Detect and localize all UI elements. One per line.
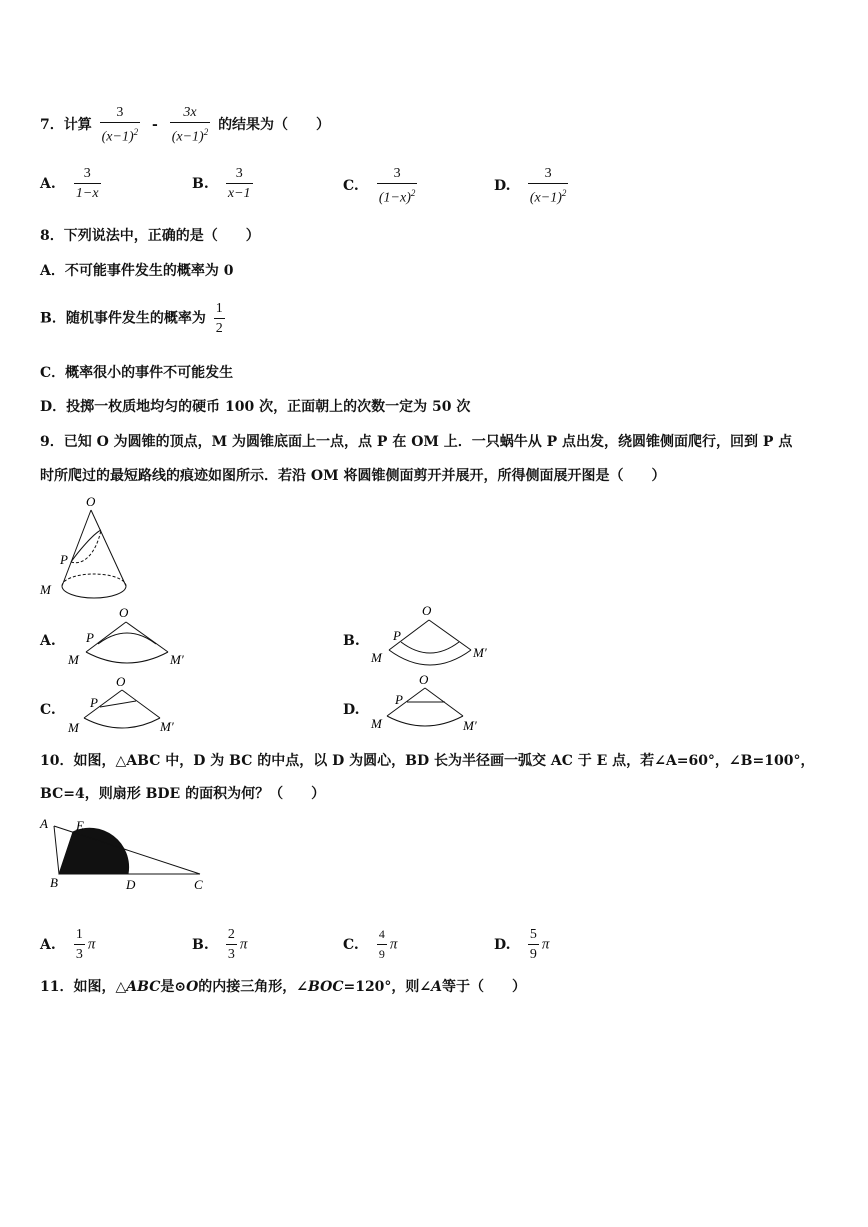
q9-stem-line2: 时所爬过的最短路线的痕迹如图所示．若沿 OM 将圆锥侧面剪开并展开，所得侧面展开图是（ ） [40,468,666,484]
svg-text:M′: M′ [170,652,184,667]
q7-f1-denominator: $(x-1)^2$ [100,122,141,146]
svg-text:P: P [86,630,94,645]
q9-cone-figure [38,492,138,602]
q9-option-d-figure [367,672,497,732]
svg-text:C: C [194,877,203,892]
q9-option-c-figure [64,674,194,734]
svg-text:O: O [422,603,432,618]
svg-text:M′: M′ [473,645,487,660]
q11-stem: 11．如图，△ABC是⊙O的内接三角形，∠BOC=120°，则∠A等于（ ） [40,979,527,995]
q10-stem-line1: 10．如图，△ABC 中，D 为 BC 的中点，以 D 为圆心，BD 长为半径画一弧交 AC 于 E 点，若∠A=60°，∠B=100°， [40,753,815,769]
q7-minus: - [152,116,158,133]
q9-option-a-figure [64,602,194,672]
q10-option-b[interactable]: B. $\frac{2}{3}$ π [192,927,248,962]
q10-stem-line2: BC=4，则扇形 BDE 的面积为何？（ ） [40,786,326,802]
q8-stem: 8．下列说法中，正确的是（ ） [40,228,260,244]
q10-triangle-figure [36,812,216,892]
q9-option-c[interactable]: C. [40,702,56,718]
svg-text:M: M [371,650,382,665]
q7-f2-denominator: $(x-1)^2$ [170,122,211,146]
svg-text:D: D [126,877,136,892]
q7-stem [40,104,330,146]
q7-option-c[interactable]: C. $\frac{3}{(1-x)^2}$ [343,166,416,206]
q7-fraction-2 [170,104,211,146]
q9-option-b-figure [367,600,497,670]
svg-text:M: M [371,716,382,731]
svg-text:E: E [76,818,84,833]
q9-option-a[interactable]: A. [40,633,56,649]
q7-prefix: 7．计算 [40,116,92,133]
q7-option-a[interactable]: A. $\frac{3}{1-x}$ [40,166,99,201]
q7-f2-numerator: 3x [183,105,197,120]
q10-option-d[interactable]: D. $\frac{5}{9}$ π [494,927,550,962]
svg-text:M′: M′ [160,719,174,734]
q9-cone-label-o: O [86,494,96,509]
svg-text:P: P [395,692,403,707]
q7-option-b[interactable]: B. $\frac{3}{x-1}$ [192,166,251,201]
svg-text:M: M [68,720,79,734]
q9-option-b[interactable]: B. [343,633,360,649]
q9-cone-label-p: P [60,552,68,567]
q8-option-d[interactable]: D．投掷一枚质地均匀的硬币 100 次，正面朝上的次数一定为 50 次 [40,399,471,415]
q9-cone-label-m: M [40,582,51,597]
q7-option-d[interactable]: D. $\frac{3}{(x-1)^2}$ [494,166,567,206]
q7-fraction-1 [100,104,141,146]
svg-text:P: P [393,628,401,643]
svg-text:B: B [50,875,58,890]
svg-text:P: P [90,695,98,710]
svg-text:O: O [119,605,129,620]
q8-option-c[interactable]: C．概率很小的事件不可能发生 [40,365,234,381]
svg-text:O: O [116,674,126,689]
q8-option-a[interactable]: A．不可能事件发生的概率为 0 [40,263,234,279]
svg-text:M′: M′ [463,718,477,732]
q10-option-a[interactable]: A. $\frac{1}{3}$ π [40,927,96,962]
q9-option-d[interactable]: D. [343,702,360,718]
q7-f1-numerator: 3 [116,105,124,120]
svg-text:A: A [40,816,48,831]
q7-suffix: 的结果为（ ） [218,116,331,133]
q10-option-c[interactable]: C. $\frac{4}{9}$ π [343,927,398,961]
q9-stem-line1: 9．已知 O 为圆锥的顶点，M 为圆锥底面上一点，点 P 在 OM 上．一只蜗牛从 P 点出发，绕圆锥侧面爬行，回到 P 点 [40,434,793,450]
q8-option-b[interactable]: B．随机事件发生的概率为 $\frac{1}{2}$ [40,301,223,336]
svg-text:O: O [419,672,429,687]
svg-text:M: M [68,652,79,667]
